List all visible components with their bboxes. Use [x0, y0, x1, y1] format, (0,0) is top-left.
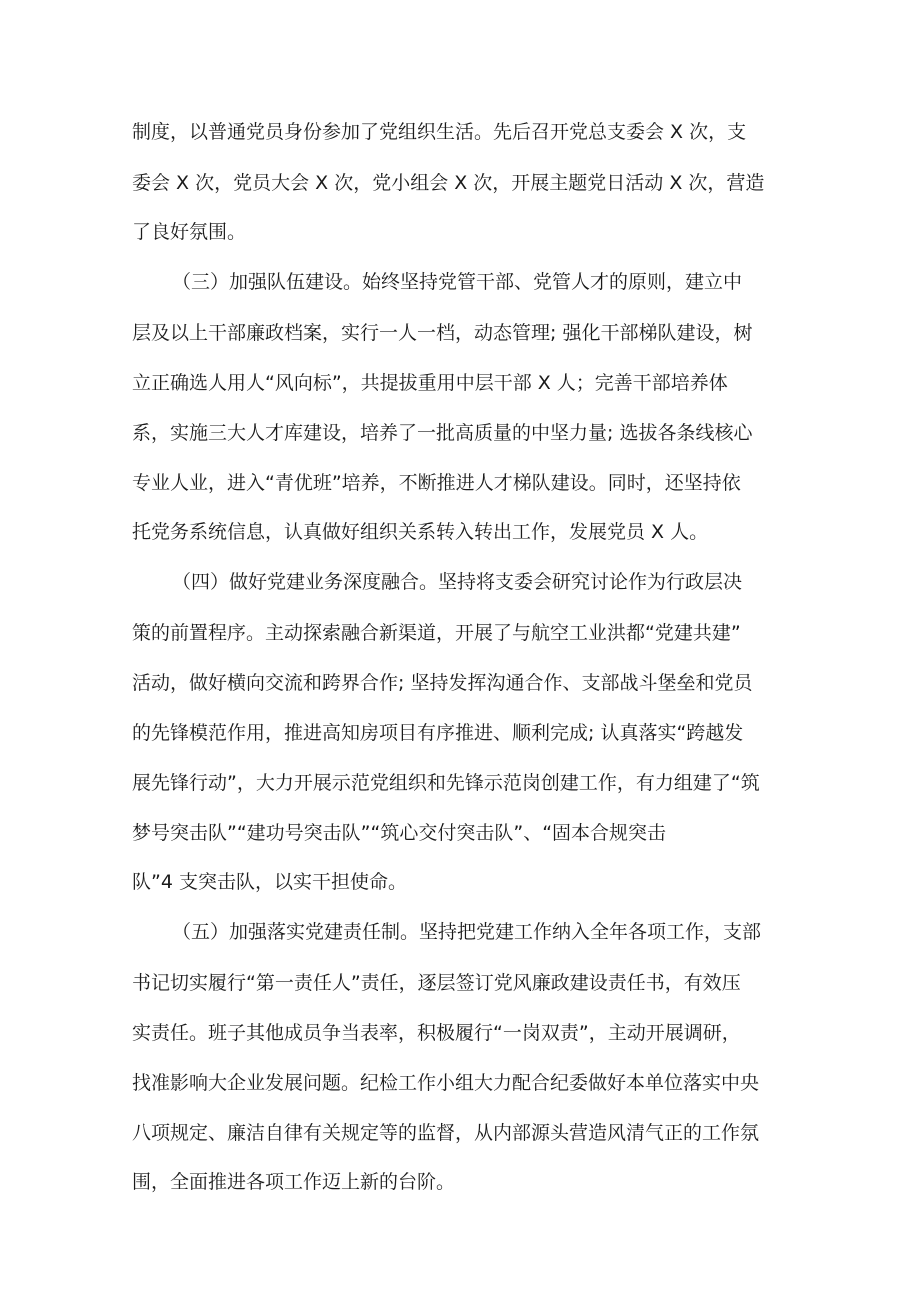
text-line: 围，全面推进各项工作迈上新的台阶。 [132, 1171, 456, 1193]
text-line: 展先锋行动”，大力开展示范党组织和先锋示范岗创建工作，有力组建了“筑 [132, 772, 760, 794]
text-line: 了良好氛围。 [132, 221, 247, 243]
text-line: 专业人业，进入“青优班”培养，不断推进人才梯队建设。同时，还坚持依 [132, 472, 741, 494]
text-line: 梦号突击队”“建功号突击队”“筑心交付突击队”、“固本合规突击 [132, 822, 667, 844]
text-line: 策的前置程序。主动探索融合新渠道，开展了与航空工业洪都“党建共建” [132, 622, 741, 644]
text-line: 队”4 支突击队，以实干担使命。 [132, 871, 407, 893]
text-line: 书记切实履行“第一责任人”责任，逐层签订党风廉政建设责任书，有效压 [132, 972, 741, 994]
text-line: 实责任。班子其他成员争当表率，积极履行“一岗双责”，主动开展调研， [132, 1022, 741, 1044]
text-line: 托党务系统信息，认真做好组织关系转入转出工作，发展党员 X 人。 [132, 521, 709, 543]
text-line: 系，实施三大人才库建设，培养了一批高质量的中坚力量; 选拔各条线核心 [132, 422, 753, 444]
text-line: 找准影响大企业发展问题。纪检工作小组大力配合纪委做好本单位落实中央 [132, 1072, 760, 1094]
text-line: 的先锋模范作用，推进高知房项目有序推进、顺利完成; 认真落实“跨越发 [132, 722, 744, 744]
text-line: 活动，做好横向交流和跨界合作; 坚持发挥沟通合作、支部战斗堡垒和党员 [132, 672, 753, 694]
text-line: 立正确选人用人“风向标”，共提拔重用中层干部 X 人；完善干部培养体 [132, 372, 728, 394]
text-line: （五）加强落实党建责任制。坚持把党建工作纳入全年各项工作，支部 [172, 921, 762, 943]
text-line: （三）加强队伍建设。始终坚持党管干部、党管人才的原则，建立中 [172, 271, 743, 293]
text-line: 八项规定、廉洁自律有关规定等的监督，从内部源头营造风清气正的工作氛 [132, 1122, 760, 1144]
text-line: （四）做好党建业务深度融合。坚持将支委会研究讨论作为行政层决 [172, 571, 743, 593]
text-line: 委会 X 次，党员大会 X 次，党小组会 X 次，开展主题党日活动 X 次，营造 [132, 172, 765, 194]
text-line: 制度，以普通党员身份参加了党组织生活。先后召开党总支委会 X 次，支 [132, 121, 747, 143]
text-line: 层及以上干部廉政档案，实行一人一档，动态管理; 强化干部梯队建设，树 [132, 322, 753, 344]
